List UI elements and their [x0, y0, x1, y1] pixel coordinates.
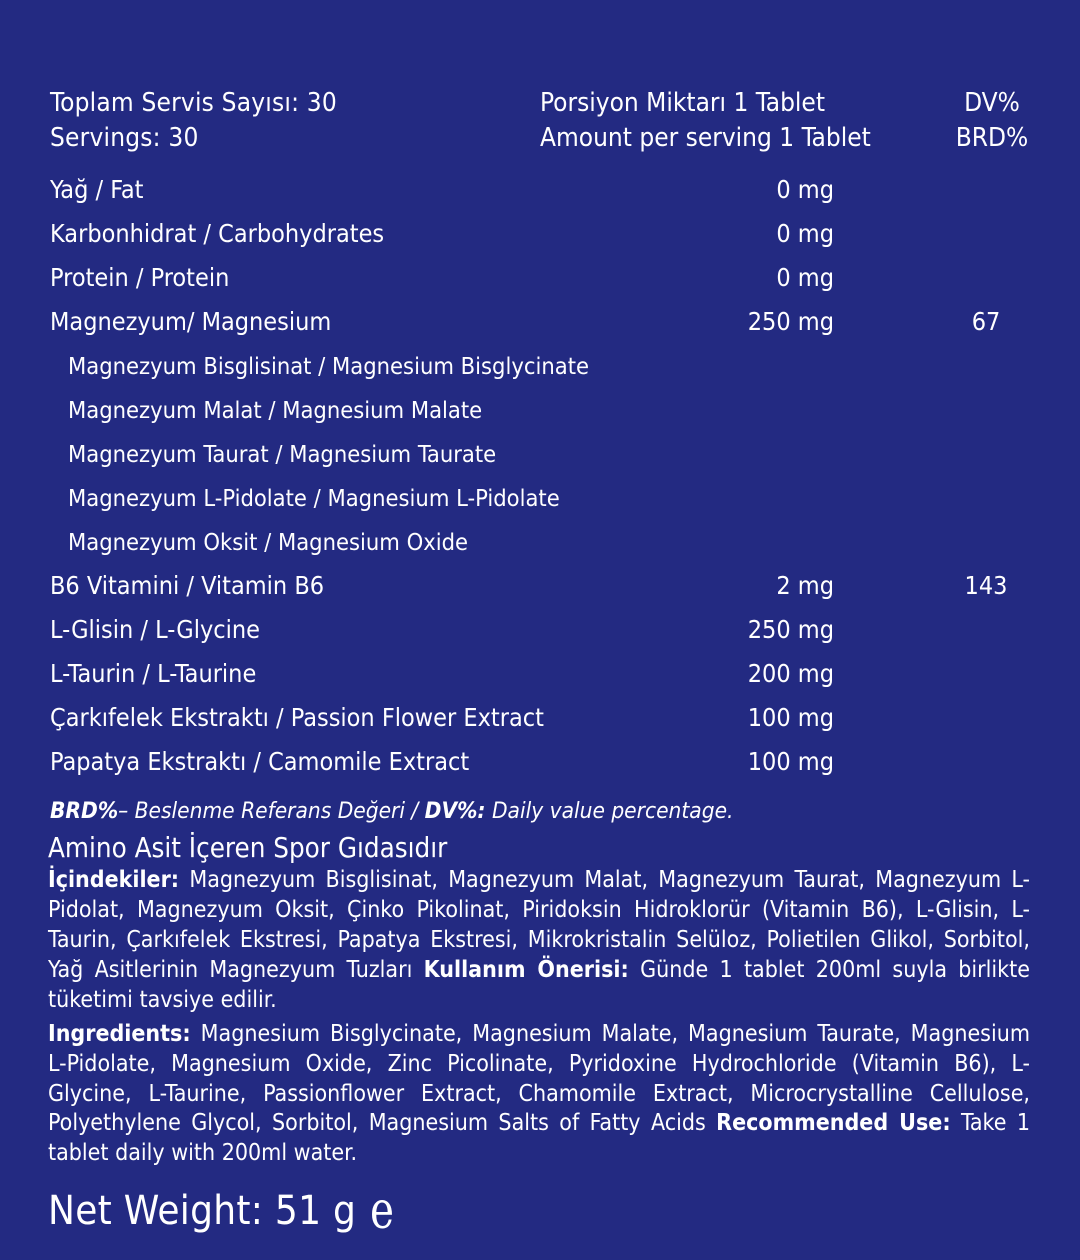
usage-en-label: Recommended Use: [716, 1110, 951, 1137]
nutrient-row [44, 256, 1052, 300]
nutrient-name: Yağ / Fat [50, 174, 144, 204]
usage-tr-text: Günde 1 tablet 200ml suyla birlikte tüketimi tavsiye edilir. [48, 956, 1030, 1013]
nutrient-subrow [44, 432, 1052, 476]
nutrient-name: Magnezyum Malat / Magnesium Malate [68, 395, 483, 424]
nutrient-name: Magnezyum/ Magnesium [50, 306, 332, 336]
footnote-dv-text: Daily value percentage. [485, 797, 734, 824]
nutrient-amount: 0 mg [776, 262, 834, 292]
sport-food-statement: Amino Asit İçeren Spor Gıdasıdır [48, 831, 448, 864]
nutrient-row [44, 652, 1052, 696]
servings-label-en: Servings: 30 [50, 122, 199, 153]
dv-label-en: BRD% [955, 122, 1029, 153]
ingredients-tr-text: Magnezyum Bisglisinat, Magnezyum Malat, Magnezyum Taurat, Magnezyum L-Pidolat, Magnezyum Oksit, Çinko Pikolinat, Piridoksin Hidroklorür (Vitamin B6), L-Glisin, L-Taurin, Çarkıfelek Ekstresi, Papatya Ekstresi, Mikrokristalin Selüloz, Polietilen Glikol, Sorbitol, Yağ Asitlerinin Magnezyum Tuzları [48, 867, 1030, 983]
nutrient-name: Magnezyum Oksit / Magnesium Oxide [68, 527, 469, 556]
nutrient-row [44, 564, 1052, 608]
dv-label-tr: DV% [964, 88, 1020, 118]
header-servings-column [50, 86, 520, 156]
nutrient-row [44, 740, 1052, 784]
ingredients-turkish [44, 866, 1052, 1015]
header-dv-column [932, 86, 1052, 156]
table-header [44, 86, 1052, 156]
nutrient-subrow [44, 388, 1052, 432]
nutrient-name: B6 Vitamini / Vitamin B6 [50, 570, 325, 600]
nutrient-row [44, 608, 1052, 652]
ingredients-tr-label: İçindekiler: [48, 867, 180, 894]
nutrient-rows [44, 168, 1052, 784]
nutrient-subrow [44, 344, 1052, 388]
nutrient-name: Papatya Ekstraktı / Camomile Extract [50, 746, 470, 776]
nutrient-name: Protein / Protein [50, 262, 230, 292]
nutrient-name: L-Taurin / L-Taurine [50, 658, 257, 688]
net-weight-label: Net Weight: 51 g [48, 1188, 357, 1235]
nutrient-row [44, 212, 1052, 256]
nutrient-amount: 250 mg [747, 306, 834, 336]
footnote-brd-text: – Beslenme Referans Değeri / [118, 797, 425, 824]
amount-label-tr: Porsiyon Miktarı 1 Tablet [540, 88, 825, 118]
nutrient-subrow [44, 476, 1052, 520]
servings-label-tr: Toplam Servis Sayısı: 30 [50, 88, 337, 118]
nutrient-row [44, 696, 1052, 740]
nutrient-amount: 100 mg [747, 746, 834, 776]
nutrient-name: Çarkıfelek Ekstraktı / Passion Flower Extract [50, 702, 544, 732]
usage-tr-label: Kullanım Önerisi: [423, 956, 629, 983]
usage-en-text: Take 1 tablet daily with 200ml water. [48, 1110, 1030, 1167]
header-amount-column [520, 86, 932, 156]
footnote-dv-label: DV%: [424, 797, 486, 824]
nutrient-amount: 200 mg [747, 658, 834, 688]
nutrient-daily-value: 143 [964, 570, 1008, 600]
nutrient-name: L-Glisin / L-Glycine [50, 614, 260, 644]
nutrient-name: Magnezyum Bisglisinat / Magnesium Bisglycinate [68, 351, 590, 380]
nutrient-amount: 0 mg [776, 174, 834, 204]
nutrient-name: Karbonhidrat / Carbohydrates [50, 218, 385, 248]
nutrient-amount: 250 mg [747, 614, 834, 644]
nutrient-name: Magnezyum Taurat / Magnesium Taurate [68, 439, 497, 468]
footnote [44, 798, 1052, 825]
net-weight-row [44, 1181, 1052, 1242]
amount-label-en: Amount per serving 1 Tablet [540, 122, 871, 153]
nutrient-subrow [44, 520, 1052, 564]
nutrient-row [44, 168, 1052, 212]
nutrient-daily-value: 67 [971, 306, 1001, 336]
nutrient-amount: 100 mg [747, 702, 834, 732]
nutrient-amount: 0 mg [776, 218, 834, 248]
ingredients-en-text: Magnesium Bisglycinate, Magnesium Malate, Magnesium Taurate, Magnesium L-Pidolate, Magnesium Oxide, Zinc Picolinate, Pyridoxine Hydrochloride (Vitamin B6), L-Glycine, L-Taurine, Passionflower Extract, Chamomile Extract, Microcrystalline Cellulose, Polyethylene Glycol, Sorbitol, Magnesium Salts of Fatty Acids [48, 1020, 1030, 1137]
nutrient-amount: 2 mg [776, 570, 834, 600]
footnote-brd-label: BRD% [50, 797, 119, 824]
nutrient-row [44, 300, 1052, 344]
ingredients-english [44, 1020, 1052, 1169]
estimated-sign-icon: e [370, 1181, 395, 1242]
nutrient-name: Magnezyum L-Pidolate / Magnesium L-Pidolate [68, 483, 560, 512]
ingredients-en-label: Ingredients: [48, 1020, 191, 1047]
